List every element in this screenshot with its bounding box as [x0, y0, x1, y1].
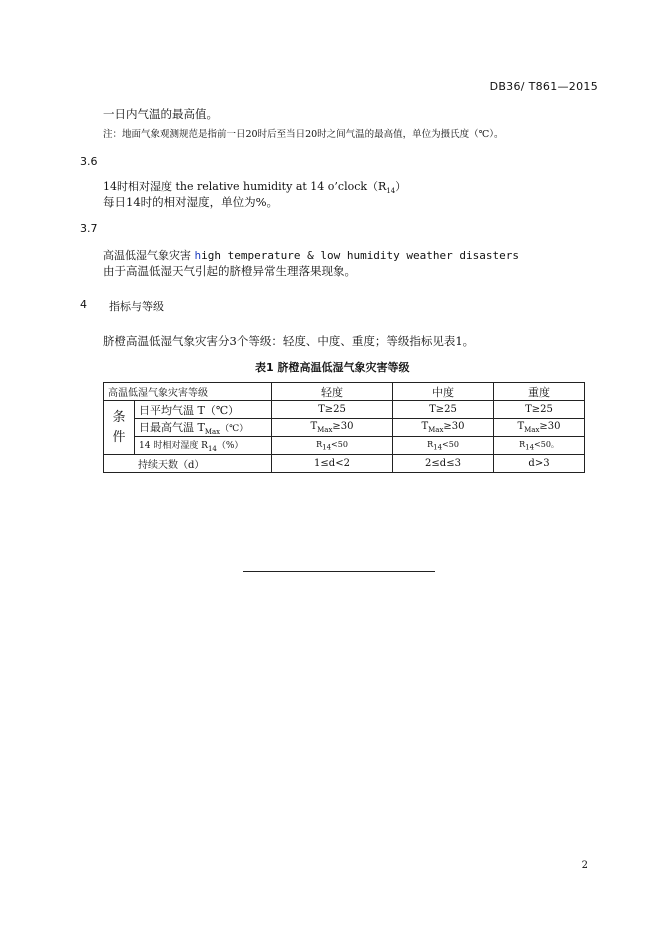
term-3-6	[103, 178, 406, 195]
definition-3-6-text: 每日14时的相对湿度，单位为%。	[103, 195, 279, 209]
header-cell-grade: 高温低湿气象灾害等级	[104, 383, 272, 401]
definition-3-7-text: 由于高温低湿天气引起的脐橙异常生理落果现象。	[103, 264, 356, 278]
cell-value	[393, 437, 494, 455]
condition-label-char-1: 条	[112, 409, 126, 425]
condition-group-label	[104, 401, 135, 455]
value-suffix: <50	[331, 439, 348, 449]
value-suffix: ≥30	[539, 421, 561, 433]
term-3-7-en: igh temperature & low humidity weather disasters	[201, 249, 520, 262]
page-number: 2	[581, 860, 588, 871]
row-label-duration: 持续天数（d）	[104, 455, 272, 473]
cell-value: 2≤d≤3	[393, 455, 494, 473]
table-row	[104, 401, 585, 419]
term-3-6-prefix: 14时相对湿度 the relative humidity at 14 o’clock（R	[103, 180, 387, 193]
grade-table	[103, 382, 585, 473]
term-3-6-subscript: 14	[386, 187, 396, 196]
value-sub: 14	[525, 443, 535, 452]
cell-value	[272, 437, 393, 455]
label-suffix: （℃）	[220, 424, 249, 434]
value-sub: Max	[317, 426, 333, 435]
clause-number-3-6: 3.6	[80, 155, 98, 168]
section-4-title: 指标与等级	[109, 300, 164, 313]
label-prefix: 14 时相对湿度 R	[139, 441, 208, 452]
value-sub: Max	[524, 426, 540, 435]
value-suffix: <50。	[534, 440, 559, 450]
term-3-6-suffix: ）	[395, 180, 407, 193]
table-row	[104, 419, 585, 437]
term-3-7-h: h	[194, 249, 202, 262]
header-cell-moderate: 中度	[393, 383, 494, 401]
value-sub: 14	[433, 443, 443, 452]
label-sub: Max	[204, 428, 221, 437]
cell-value: T≥25	[272, 401, 393, 419]
table-header-row	[104, 383, 585, 401]
cell-value: T≥25	[393, 401, 494, 419]
cell-value	[494, 437, 585, 455]
value-suffix: <50	[442, 439, 459, 449]
clause-number-3-7: 3.7	[80, 222, 98, 235]
section-4-paragraph: 脐橙高温低湿气象灾害分3个等级：轻度、中度、重度；等级指标见表1。	[103, 334, 475, 348]
value-prefix: T	[310, 421, 318, 433]
value-suffix: ≥30	[332, 421, 354, 433]
label-suffix: （%）	[216, 441, 244, 452]
table-row	[104, 437, 585, 455]
cell-value: d>3	[494, 455, 585, 473]
row-label-humidity	[135, 437, 272, 455]
value-suffix: ≥30	[443, 421, 465, 433]
cell-value	[393, 419, 494, 437]
value-prefix: T	[517, 421, 525, 433]
cell-value: T≥25	[494, 401, 585, 419]
value-prefix: R	[427, 439, 434, 449]
value-prefix: R	[316, 439, 323, 449]
table-row	[104, 455, 585, 473]
term-3-7-cn: 高温低湿气象灾害	[103, 249, 195, 262]
header-cell-mild: 轻度	[272, 383, 393, 401]
cell-value: 1≤d<2	[272, 455, 393, 473]
condition-label-char-2: 件	[112, 429, 126, 445]
definition-3-5-text: 一日内气温的最高值。	[103, 107, 218, 121]
row-label-mean-temp: 日平均气温 T（℃）	[135, 401, 272, 419]
cell-value	[272, 419, 393, 437]
label-sub: 14	[207, 445, 217, 454]
end-rule-divider	[243, 571, 435, 572]
label-prefix: 日最高气温 T	[139, 421, 205, 434]
row-label-max-temp	[135, 419, 272, 437]
table-caption: 表1 脐橙高温低湿气象灾害等级	[255, 361, 410, 374]
value-sub: Max	[428, 426, 444, 435]
term-3-7	[103, 247, 519, 263]
value-prefix: T	[421, 421, 429, 433]
document-id-header: DB36/ T861—2015	[489, 80, 598, 93]
value-sub: 14	[322, 443, 332, 452]
definition-3-5-note: 注：地面气象观测规范是指前一日20时后至当日20时之间气温的最高值，单位为摄氏度（℃）。	[103, 129, 504, 140]
section-4-number: 4	[80, 298, 87, 311]
value-prefix: R	[519, 440, 526, 450]
cell-value	[494, 419, 585, 437]
header-cell-severe: 重度	[494, 383, 585, 401]
